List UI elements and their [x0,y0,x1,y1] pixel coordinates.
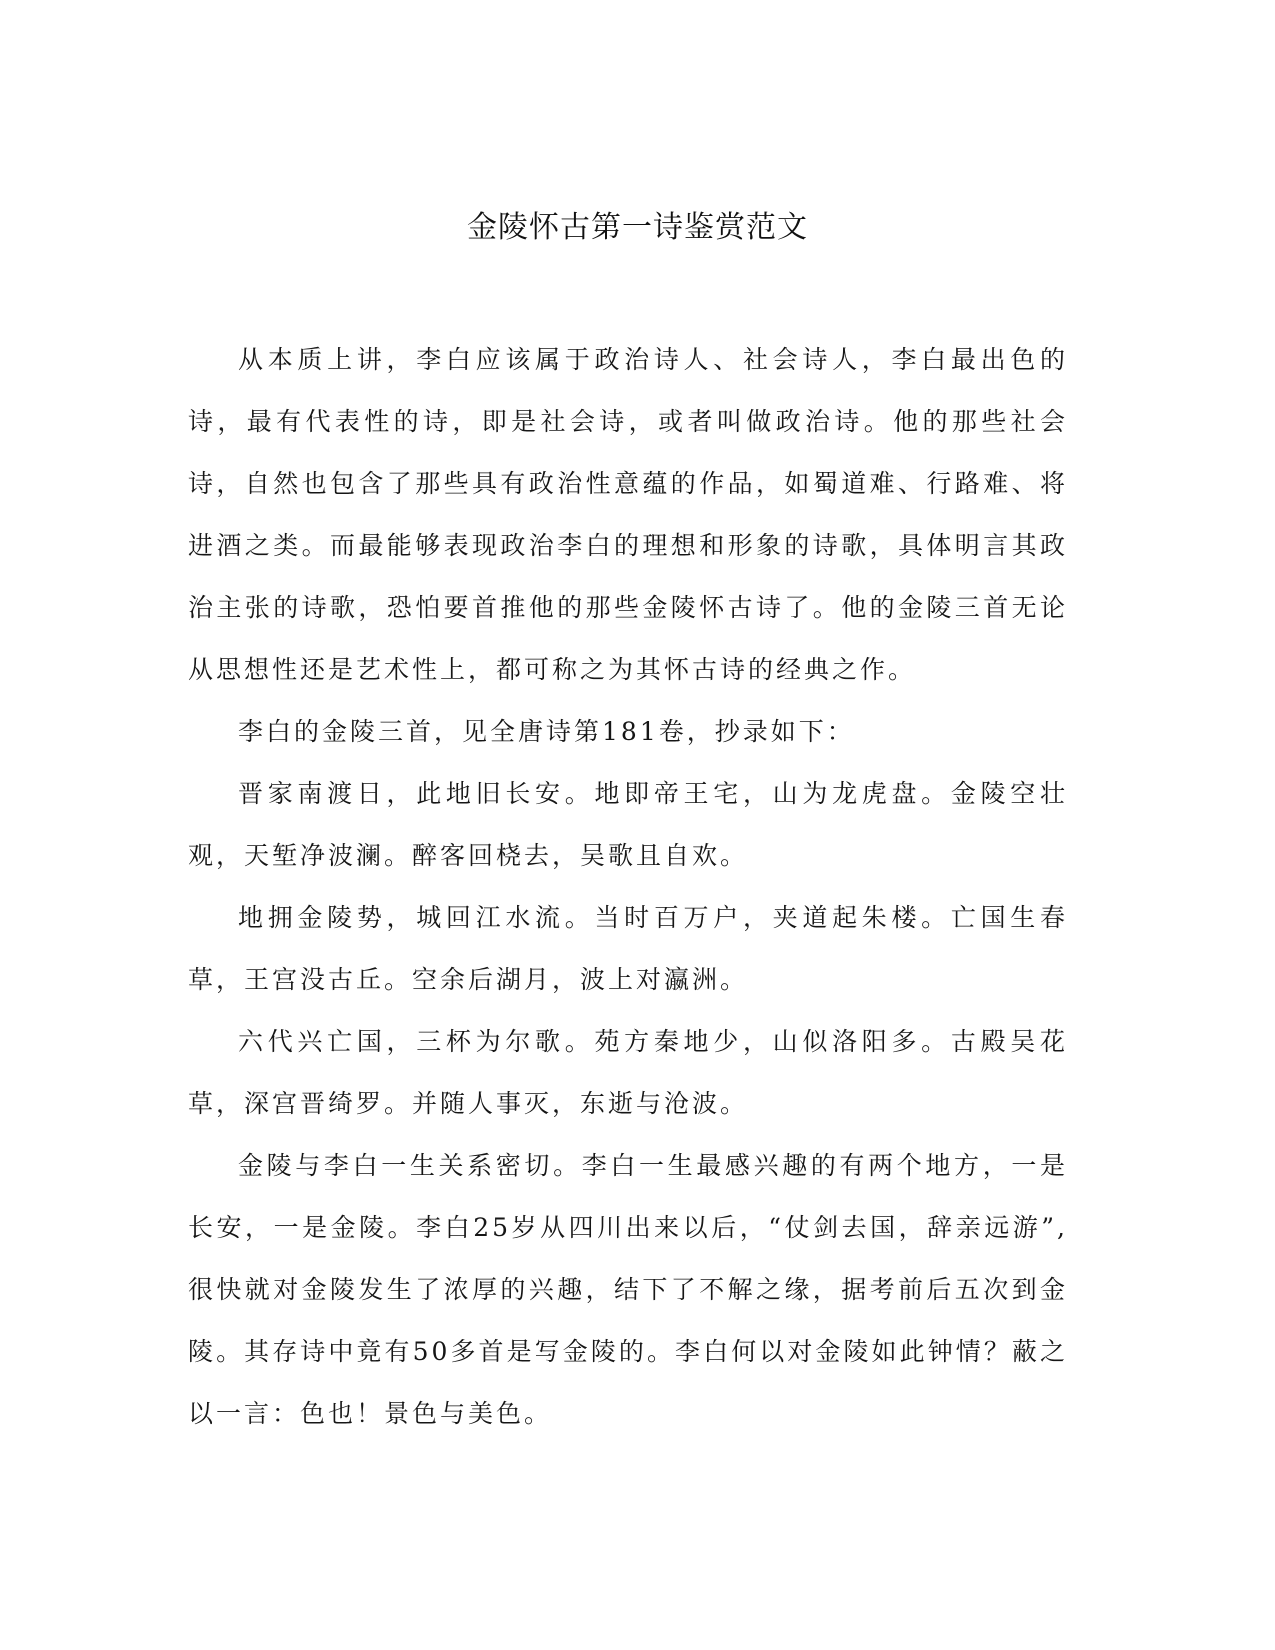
paragraph-poem-1: 晋家南渡日，此地旧长安。地即帝王宅，山为龙虎盘。金陵空壮观，天堑净波澜。醉客回桡去，吴歌且自欢。 [188,779,1068,870]
paragraph-poem-3: 六代兴亡国，三杯为尔歌。苑方秦地少，山似洛阳多。古殿吴花草，深宫晋绮罗。并随人事灭，东逝与沧波。 [188,1027,1068,1118]
paragraph-source-note: 李白的金陵三首，见全唐诗第181卷，抄录如下： [238,717,855,746]
document-body [188,329,1068,1445]
paragraph-poem-2: 地拥金陵势，城回江水流。当时百万户，夹道起朱楼。亡国生春草，王宫没古丘。空余后湖月，波上对瀛洲。 [188,903,1068,994]
paragraph-commentary: 金陵与李白一生关系密切。李白一生最感兴趣的有两个地方，一是长安，一是金陵。李白25岁从四川出来以后，“仗剑去国，辞亲远游”,很快就对金陵发生了浓厚的兴趣，结下了不解之缘，据考前后五次到金陵。其存诗中竟有50多首是写金陵的。李白何以对金陵如此钟情？蔽之以一言：色也！景色与美色。 [188,1151,1068,1428]
document-title: 金陵怀古第一诗鉴赏范文 [467,210,808,245]
paragraph-intro: 从本质上讲，李白应该属于政治诗人、社会诗人，李白最出色的诗，最有代表性的诗，即是社会诗，或者叫做政治诗。他的那些社会诗，自然也包含了那些具有政治性意蕴的作品，如蜀道难、行路难、将进酒之类。而最能够表现政治李白的理想和形象的诗歌，具体明言其政治主张的诗歌，恐怕要首推他的那些金陵怀古诗了。他的金陵三首无论从思想性还是艺术性上，都可称之为其怀古诗的经典之作。 [188,345,1068,684]
